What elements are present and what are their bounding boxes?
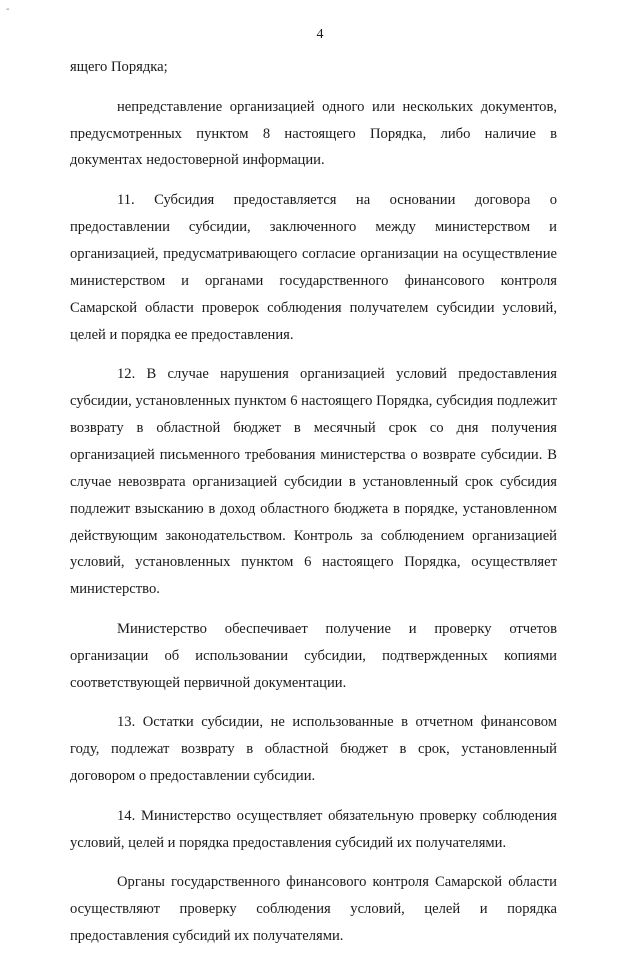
paragraph-nonsubmission: непредставление организацией одного или нескольких документов, предусмотренных пунктом 8 настоящего Порядка, либо наличие в документах недостоверной информации.	[70, 98, 557, 169]
paragraph-clause-14: 14. Министерство осуществляет обязательную проверку соблюдения условий, целей и порядка предоставления субсидий их получателями.	[70, 807, 557, 851]
document-body	[70, 54, 557, 963]
paragraph-financial-control: Органы государственного финансового контроля Самарской области осуществляют проверку соблюдения условий, целей и порядка предоставления субсидий их получателями.	[70, 874, 557, 945]
paragraph-ministry-reports: Министерство обеспечивает получение и проверку отчетов организации об использовании субсидии, подтвержденных копиями соответствующей первичной документации.	[70, 620, 557, 691]
paragraph-clause-12: 12. В случае нарушения организацией условий предоставления субсидии, установленных пунктом 6 настоящего Порядка, субсидия подлежит возврату в областной бюджет в месячный срок со дня получения организацией письменного требования министерства о возврате субсидии. В случае невозврата организацией субсидии в установленный срок субсидия подлежит взысканию в доход областного бюджета в порядке, установленном действующим законодательством. Контроль за соблюдением организацией условий, установленных пунктом 6 настоящего Порядка, осуществляет министерство.	[70, 366, 557, 598]
corner-mark: -	[6, 4, 10, 15]
paragraph-continuation: ящего Порядка;	[70, 59, 168, 75]
page-number: 4	[316, 27, 324, 42]
paragraph-clause-13: 13. Остатки субсидии, не использованные в отчетном финансовом году, подлежат возврату в областной бюджет в срок, установленный договором о предоставлении субсидии.	[70, 714, 557, 785]
paragraph-clause-11: 11. Субсидия предоставляется на основании договора о предоставлении субсидии, заключенного между министерством и организацией, предусматривающего согласие организации на осуществление министерством и органами государственного финансового контроля Самарской области проверок соблюдения получателем субсидии условий, целей и порядка ее предоставления.	[70, 192, 557, 343]
